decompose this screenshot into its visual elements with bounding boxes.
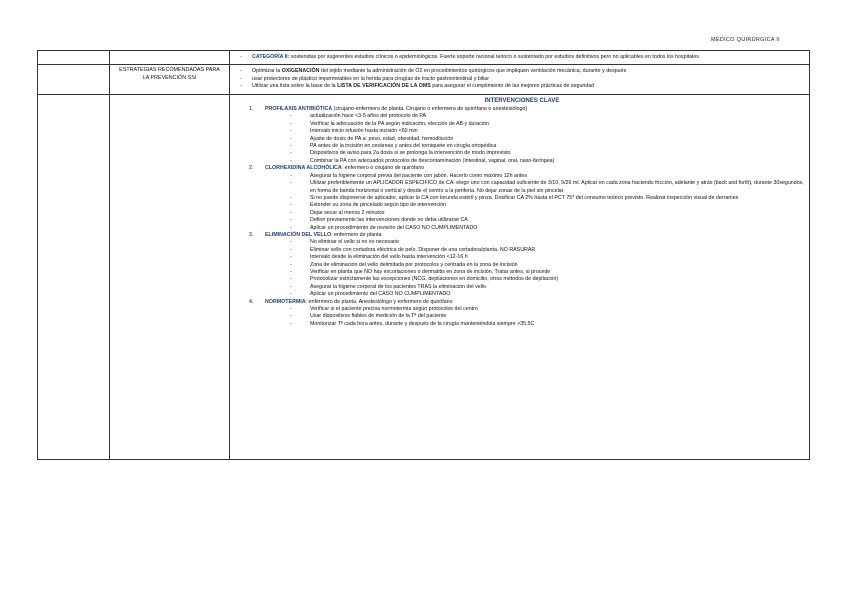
section-title: ELIMINACIÓN DEL VELLO — [265, 231, 332, 238]
dash-mark: - — [290, 261, 292, 268]
row-category — [38, 51, 810, 65]
category-label: CATEGORÍA II: — [252, 54, 290, 60]
row-strategies — [38, 65, 810, 94]
strategy-item — [240, 83, 804, 90]
row3-col2 — [110, 94, 230, 459]
row3-col1 — [38, 94, 110, 459]
bullet-mark: - — [240, 83, 242, 90]
section-item — [290, 313, 804, 320]
section-item — [290, 173, 804, 180]
section-subtitle: : enfermero de planta. Anestesiólogo y enfermero de quirófano — [305, 298, 453, 305]
section-subtitle: : enfermero de planta — [331, 231, 382, 238]
section-subtitle: (cirujano-enfermero de planta. Cirujano o enfermera de quirófano o anestesiólogo) — [332, 106, 528, 113]
dash-mark: - — [290, 291, 292, 298]
section-item-text: Si no puede disponerse de aplicador, aplicar la CA con torunda estéril y pinza. Dosificar CA 2% hasta el PCT 75* del consumo teórico previsto. Realizar inspección visual de derrames — [310, 194, 739, 201]
section-item — [290, 269, 804, 276]
dash-mark: - — [290, 209, 292, 216]
row1-content — [230, 51, 810, 65]
section-number: 4. — [249, 298, 254, 305]
dash-mark: - — [290, 135, 292, 142]
row2-col1 — [38, 65, 110, 94]
section-item-text: PA antes de la incisión en cesáreas y antes del torniquete en cirugía ortopédica — [310, 143, 497, 150]
section-item — [290, 143, 804, 150]
interventions-sections — [240, 106, 804, 328]
section-heading — [249, 165, 804, 172]
section-item-text: Ajuste de dosis de PA a: peso, edad, obesidad, hemodilución — [310, 135, 454, 142]
section-item-text: Combinar la PA con adecuados protocolos de descontaminación (intestinal, vaginal, oral, naso-faríngea) — [310, 157, 555, 164]
section-item — [290, 217, 804, 224]
strategy-text: Optimizar la — [252, 68, 282, 75]
section-item-text: Usar dispositivos fiables de medición de la Tª del paciente — [310, 313, 447, 320]
section-item — [290, 150, 804, 157]
section-item-text: Dejar secar al menos 2 minutos — [310, 209, 385, 216]
content-table — [37, 50, 810, 460]
section-item-text: Zona de eliminación del vello delimitada por protocolos y centrada en la zona de incisión — [310, 261, 518, 268]
section-item — [290, 254, 804, 261]
section-item-text: Aplicar un procedimiento de revisión del CASO NO CUMPLIMENTADO — [310, 224, 478, 231]
section-item-text: Aplicar un procedimiento del CASO NO CUMPLIMENTADO — [310, 291, 451, 298]
section-number: 1. — [249, 106, 254, 113]
bullet-mark: - — [240, 68, 242, 75]
section-item — [290, 210, 804, 217]
section-item — [290, 225, 804, 232]
section-item-text: actualización hace <3-5 años del protocolo de PA — [310, 113, 427, 120]
dash-mark: - — [290, 254, 292, 261]
dash-mark: - — [290, 283, 292, 290]
section-item-text: Verificar la adecuación de la PA según indicación, elección de AB y duración — [310, 120, 489, 127]
section-heading — [249, 299, 804, 306]
section-item — [290, 202, 804, 209]
section-item-text: Protocolizar estrictamente las excepciones (NCG, depilaciones en domicilio, otros métodos de depilación) — [310, 276, 559, 283]
strategy-keyword: LISTA DE VERIFICACIÓN DE LA OMS — [337, 83, 431, 90]
row2-content — [230, 65, 810, 94]
section-item — [290, 121, 804, 128]
section-item — [290, 180, 804, 195]
section-item-text: Extender su zona de pincelado según tipo de intervención — [310, 202, 447, 209]
section-item — [290, 247, 804, 254]
section-item — [290, 306, 804, 313]
strategy-item — [240, 68, 804, 75]
section-item — [290, 284, 804, 291]
section-number: 3. — [249, 231, 254, 238]
section-subtitle: : enfermero o cirujano de quirófano — [341, 165, 425, 172]
dash-mark: - — [290, 128, 292, 135]
dash-mark: - — [290, 157, 292, 164]
section-item-text: Asegurar la higiene corporal previa del paciente con jabón. Hacerlo como máximo 12h antes — [310, 172, 528, 179]
section-item — [290, 136, 804, 143]
row1-col2 — [110, 51, 230, 65]
section-heading — [249, 106, 804, 113]
dash-mark: - — [290, 224, 292, 231]
section-item-text: Definir previamente las intervenciones donde no deba utilizarse CA — [310, 217, 468, 224]
section-item-text: Dispositivos de aviso para 2a dosis si se prolonga la intervención de modo imprevisto — [310, 150, 511, 157]
strategies-list — [230, 65, 809, 93]
row3-content — [230, 94, 810, 459]
dash-mark: - — [290, 217, 292, 224]
section-item-text: Verificar en planta que NO hay escoriaciones o dermatitis en zona de incisión. Tratar antes, si procede — [310, 268, 551, 275]
section-title: NORMOTERMIA — [265, 298, 306, 305]
strategy-text: Utilizar una lista sobre la base de la — [252, 83, 338, 90]
section-item-text: Intervalo desde la eliminación del vello hasta intervención <12-16 h — [310, 254, 468, 261]
section-item-text: Eliminar vello con cortadora eléctrica de pelo. Disponer de una cortadora/planta. NO RASURAR — [310, 246, 536, 253]
bullet-mark: - — [240, 75, 242, 82]
dash-mark: - — [290, 120, 292, 127]
section-item-text: No eliminar el vello si no es necesario — [310, 239, 399, 246]
section-item-text: Asegurar la higiene corporal de los pacientes TRAS la eliminación del vello — [310, 283, 486, 290]
section-item — [290, 113, 804, 120]
page-header-title: MÉDICO QUIRÚRGICA II — [711, 37, 780, 43]
section-item-text: Utilizar preferiblemente un APLICADOR ESPECÍFICO de CA: elegir uno con capacidad suficiente de 3/10, 5/26 ml. Aplicar en cada zona haciendo fricción, adelante y atrás (back and forth), durante 30segundos, en forma de banda horizontal o vertical y desde el centro a la periferia. No dejar zonas de la piel sin pincelar — [310, 180, 804, 194]
dash-mark: - — [290, 276, 292, 283]
dash-mark: - — [290, 202, 292, 209]
category-bullet — [240, 54, 804, 61]
dash-mark: - — [290, 313, 292, 320]
section-item — [290, 128, 804, 135]
section-item — [290, 276, 804, 283]
dash-mark: - — [290, 306, 292, 312]
strategy-text: usar protectores de plástico impermeables en la herida para cirugías de tracto gastrointestinal y biliar — [252, 75, 490, 82]
strategies-label: ESTRATEGIAS RECOMENDADAS PARA LA PREVENCIÓN SSI — [119, 67, 220, 81]
section-item-text: Intervalo inicio infusión hasta incisión <60 min — [310, 128, 418, 135]
section-title: PROFILAXIS ANTIBIÓTICA — [265, 106, 333, 113]
dash-mark: - — [290, 239, 292, 246]
strategies-label-cell — [110, 65, 230, 94]
dash-mark: - — [290, 180, 292, 187]
row1-col1 — [38, 51, 110, 65]
dash-mark: - — [290, 113, 292, 120]
strategy-text-end: del tejido mediante la administración de O2 en procedimientos quirúrgicos que impliquen ventilación mecánica, durante y después — [319, 68, 627, 75]
section-heading — [249, 232, 804, 239]
dash-mark: - — [290, 268, 292, 275]
dash-mark: - — [290, 246, 292, 253]
strategy-keyword: OXIGENACIÓN — [281, 68, 320, 75]
section-item — [290, 195, 804, 202]
strategy-text-end: para asegurar el cumplimiento de las mejores prácticas de seguridad — [430, 83, 595, 90]
dash-mark: - — [290, 172, 292, 179]
section-item — [290, 262, 804, 269]
dash-mark: - — [290, 143, 292, 150]
dash-mark: - — [290, 320, 292, 327]
section-item-text: Monitorizar Tª cada hora antes, durante y después de la cirugía manteniéndola siempre >35,5C — [310, 320, 535, 327]
dash-mark: - — [290, 150, 292, 157]
section-item — [290, 291, 804, 298]
section-item — [290, 239, 804, 246]
category-text: sostenidas por sugerentes estudios clínicos o epidemiológicos. Fuerte soporte racional teórico o sustentado por estudios definitivos pero no aplicables en todos los hospitales — [289, 54, 699, 60]
section-item — [290, 321, 804, 328]
interventions-title: INTERVENCIONES CLAVE — [484, 97, 560, 104]
section-number: 2. — [249, 165, 254, 172]
section-title: CLORHEXIDINA ALCOHÓLICA — [265, 165, 342, 172]
bullet-mark: - — [240, 54, 242, 60]
dash-mark: - — [290, 194, 292, 201]
section-item-text: Verificar si el paciente precisa normotermia según protocolos del centro — [310, 306, 478, 312]
row-interventions — [38, 94, 810, 459]
